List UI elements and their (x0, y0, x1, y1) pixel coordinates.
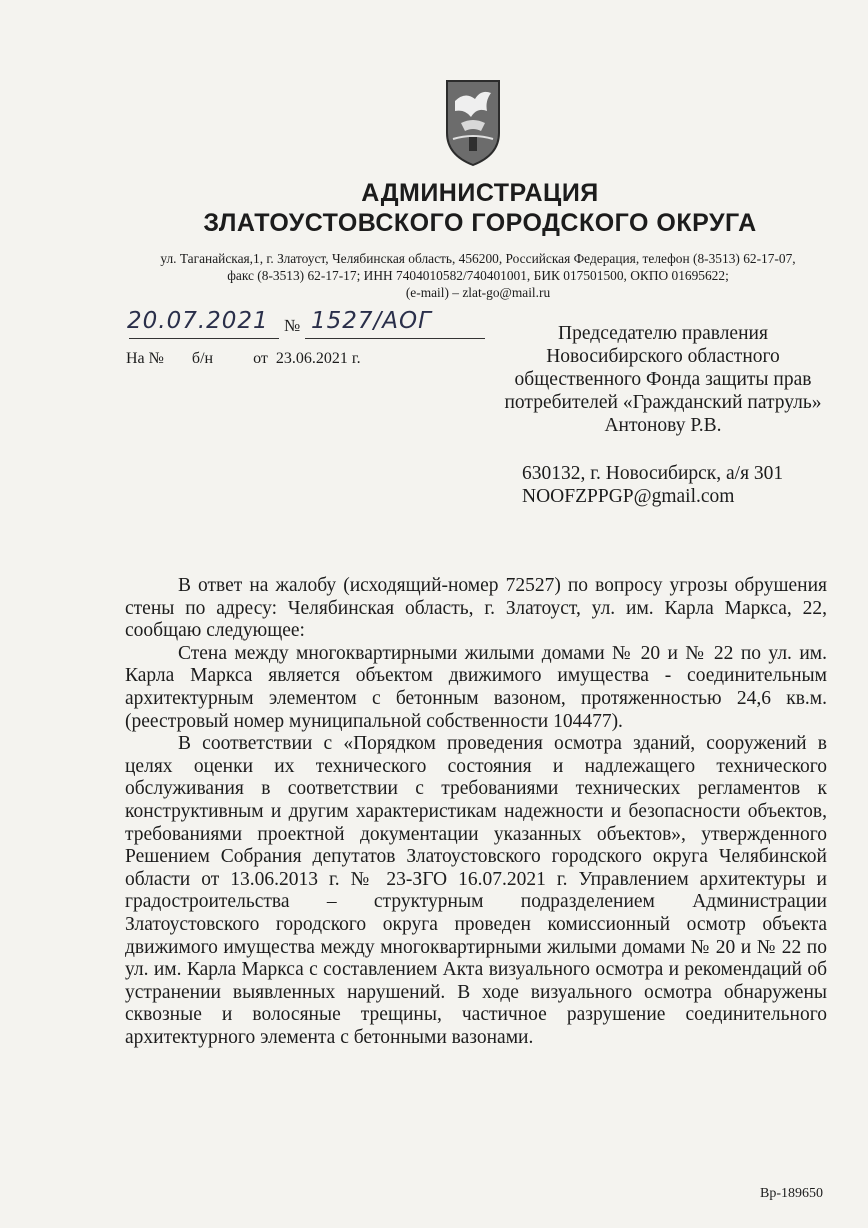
recipient-line: общественного Фонда защиты прав (514, 369, 812, 390)
body-paragraph: В соответствии с «Порядком проведения осмотра зданий, сооружений в целях оценки их технического состояния и надлежащего технического обслуживания в соответствии с требованиями технических регламентов к конструктивным и другим характеристикам надежности и безопасности объектов, требованиями проектной документации указанных объектов», утвержденного Решением Собрания депутатов Златоустовского городского округа Челябинской области от 13.06.2013 г. № 23-ЗГО 16.07.2021 г. Управлением архитектуры и градостроительства – структурным подразделением Администрации Златоустовского городского округа проведен комиссионный осмотр объекта движимого имущества между многоквартирными жилыми домами № 20 и № 22 по ул. им. Карла Маркса с составлением Акта визуального осмотра и рекомендаций об устранении выявленных нарушений. В ходе визуального осмотра обнаружены сквозные и волосяные трещины, частичное разрушение соединительного архитектурного элемента с бетонными вазонами. (125, 733, 827, 1048)
recipient-block (478, 322, 848, 437)
document-code: Вр-189650 (760, 1186, 823, 1201)
recipient-email: NOOFZPPGP@gmail.com (522, 486, 735, 507)
body-paragraph: В ответ на жалобу (исходящий-номер 72527) по вопросу угрозы обрушения стены по адресу: Челябинская область, г. Златоуст, ул. им. Карла Маркса, 22, сообщаю следующее: (125, 575, 827, 642)
recipient-line: Новосибирского областного (546, 346, 780, 367)
organization-title-line2: ЗЛАТОУСТОВСКОГО ГОРОДСКОГО ОКРУГА (203, 209, 757, 237)
recipient-address (522, 462, 842, 508)
recipient-line: потребителей «Гражданский патруль» (504, 392, 822, 413)
recipient-postal-address: 630132, г. Новосибирск, а/я 301 (522, 463, 784, 484)
registration-line (125, 308, 495, 340)
contacts-line-requisites: факс (8-3513) 62-17-17; ИНН 7404010582/740401001, БИК 017501500, ОКПО 01695622; (227, 268, 729, 283)
reference-line: На № б/н от 23.06.2021 г. (126, 350, 361, 367)
body-paragraph: Стена между многоквартирными жилыми домами № 20 и № 22 по ул. им. Карла Маркса является объектом движимого имущества - соединительным архитектурным элементом с бетонным вазоном, протяженностью 24,6 кв.м. (реестровый номер муниципальной собственности 104477). (125, 642, 827, 732)
organization-contacts (118, 250, 838, 301)
registration-number-sign: № (284, 316, 301, 335)
letter-body (125, 575, 827, 1049)
contacts-line-email: (e-mail) – zlat-go@mail.ru (405, 285, 551, 300)
recipient-line: Антонову Р.В. (604, 415, 722, 436)
organization-title (150, 178, 810, 238)
organization-title-line1: АДМИНИСТРАЦИЯ (361, 179, 599, 207)
registration-number-underline (305, 338, 485, 339)
contacts-line-address: ул. Таганайская,1, г. Златоуст, Челябинская область, 456200, Российская Федерация, телефон (8-3513) 62-17-07, (160, 251, 796, 266)
registration-number: 1527/АОГ (311, 308, 432, 334)
coat-of-arms-icon (441, 77, 505, 167)
registration-date: 20.07.2021 (127, 308, 269, 334)
registration-date-underline (129, 338, 279, 339)
recipient-line: Председателю правления (558, 323, 768, 344)
